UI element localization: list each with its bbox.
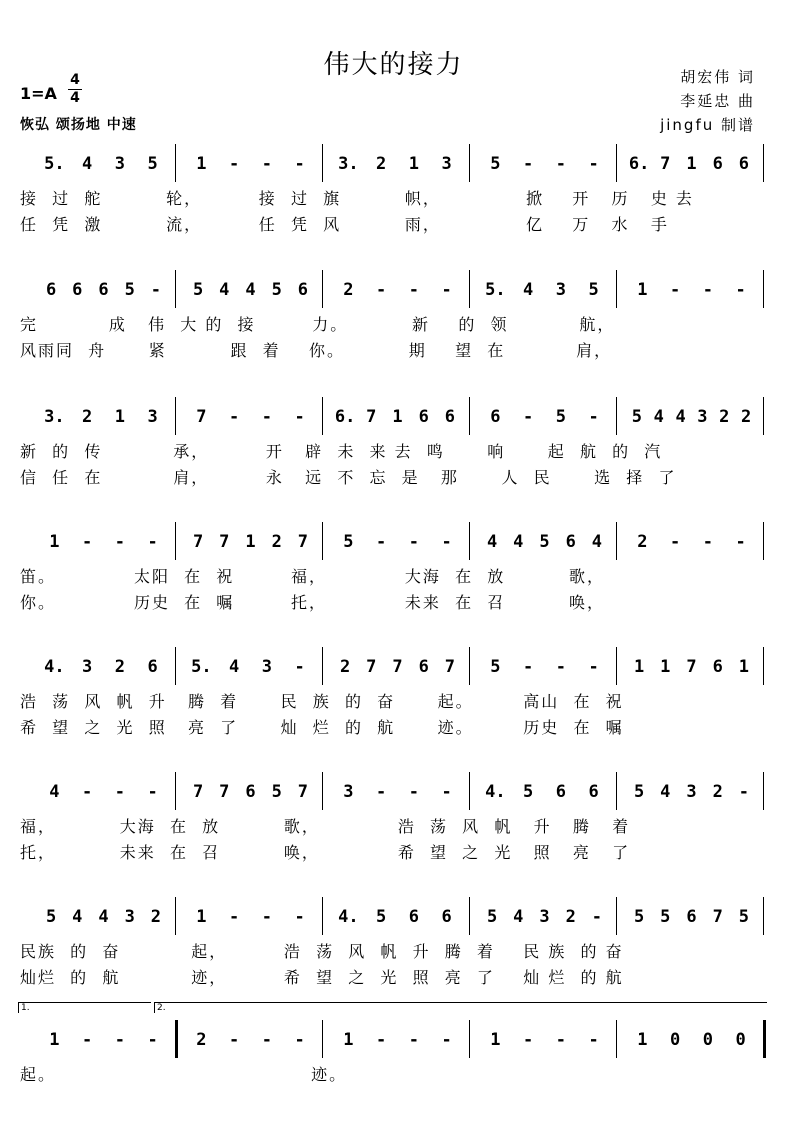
dash-mark: - <box>294 1030 305 1050</box>
note: 7 <box>219 782 230 802</box>
dash-mark: - <box>441 1030 452 1050</box>
dash-mark: - <box>735 532 746 552</box>
lyrics-verse-1: 笛。 太阳 在 祝 福， 大海 在 放 歌， <box>20 567 606 586</box>
barline <box>469 270 470 308</box>
barline <box>175 144 176 182</box>
barline <box>175 522 176 560</box>
dash-mark: - <box>150 280 162 300</box>
barline <box>763 144 764 182</box>
time-signature-top: 4 <box>70 72 80 88</box>
note: 6 <box>297 280 309 300</box>
dash-mark: - <box>229 907 240 927</box>
note: 5 <box>45 907 57 927</box>
staff-system <box>0 645 787 755</box>
note: 7 <box>192 782 204 802</box>
note: 5 <box>147 154 158 174</box>
dash-mark: - <box>376 532 387 552</box>
barline <box>763 522 764 560</box>
note: 5 <box>738 907 750 927</box>
staff-system <box>0 520 787 630</box>
note: 3 <box>147 407 158 427</box>
note: 6 <box>686 907 697 927</box>
dash-mark: - <box>294 407 305 427</box>
lyrics-verse-1: 福， 大海 在 放 歌， 浩 荡 风 帆 升 腾 着 <box>20 817 631 836</box>
barline <box>763 897 764 935</box>
dash-mark: - <box>82 532 93 552</box>
note: 4 <box>82 154 93 174</box>
note: 4 <box>660 782 671 802</box>
note: 2 <box>712 782 723 802</box>
note: 2 <box>637 532 648 552</box>
dash-mark: - <box>229 407 240 427</box>
note: 3 <box>114 154 125 174</box>
notes-row <box>0 520 787 564</box>
dash-mark: - <box>591 907 603 927</box>
lyrics-verse-1: 浩 荡 风 帆 升 腾 着 民 族 的 奋 起。 高山 在 祝 <box>20 692 624 711</box>
note: 5 <box>490 154 501 174</box>
dash-mark: - <box>229 1030 240 1050</box>
note: 1 <box>343 1030 354 1050</box>
note: 6 <box>565 532 576 552</box>
note: 2 <box>150 907 162 927</box>
note: 7 <box>686 657 697 677</box>
note: 7 <box>444 657 456 677</box>
barline <box>322 397 323 435</box>
note: 5 <box>633 782 645 802</box>
note: 5 <box>555 407 566 427</box>
barline <box>469 144 470 182</box>
note: 2 <box>719 407 730 427</box>
barline <box>616 144 617 182</box>
dash-mark: - <box>261 154 272 174</box>
note: 4. <box>485 782 506 802</box>
barline <box>763 1020 766 1058</box>
lyrics-verse-1: 民族 的 奋 起， 浩 荡 风 帆 升 腾 着 民 族 的 奋 <box>20 942 624 961</box>
note: 1 <box>49 1030 60 1050</box>
note: 1 <box>245 532 256 552</box>
staff-system <box>0 770 787 880</box>
barline <box>175 270 176 308</box>
barline <box>616 522 617 560</box>
notes-row <box>0 268 787 312</box>
note: 5 <box>490 657 501 677</box>
barline <box>175 1020 178 1058</box>
note: 1 <box>49 532 60 552</box>
note: 6 <box>147 657 158 677</box>
lyrics-verse-2: 你。 历史 在 嘱 托， 未来 在 召 唤， <box>20 593 606 612</box>
note: 6 <box>418 407 429 427</box>
note: 5 <box>124 280 135 300</box>
note: 6 <box>490 407 501 427</box>
note: 3 <box>261 657 272 677</box>
lyrics-verse-2: 托， 未来 在 召 唤， 希 望 之 光 照 亮 了 <box>20 843 631 862</box>
note: 5 <box>633 907 645 927</box>
barline <box>469 647 470 685</box>
barline <box>763 270 764 308</box>
note: 6. <box>334 407 356 427</box>
dash-mark: - <box>294 657 305 677</box>
note: 0 <box>735 1030 746 1050</box>
note: 1 <box>637 280 648 300</box>
barline <box>175 772 176 810</box>
note: 6 <box>738 154 750 174</box>
note: 6 <box>588 782 599 802</box>
time-signature <box>68 73 82 106</box>
note: 2 <box>343 280 354 300</box>
note: 2 <box>196 1030 207 1050</box>
barline <box>763 397 764 435</box>
dash-mark: - <box>670 280 681 300</box>
barline <box>616 772 617 810</box>
dash-mark: - <box>588 1030 599 1050</box>
composer-credit: 李延忠 曲 <box>680 92 755 110</box>
lyrics-verse-1: 完 成 伟 大 的 接 力。 新 的 领 航， <box>20 315 616 334</box>
note: 5 <box>539 532 550 552</box>
note: 1 <box>196 907 207 927</box>
note: 1 <box>490 1030 501 1050</box>
note: 7 <box>660 154 671 174</box>
staff-system <box>0 142 787 252</box>
barline <box>175 897 176 935</box>
barline <box>616 897 617 935</box>
tempo-marking: 恢弘 颂扬地 中速 <box>20 117 137 133</box>
note: 5 <box>376 907 387 927</box>
barline <box>322 270 323 308</box>
note: 3 <box>82 657 93 677</box>
dash-mark: - <box>82 1030 93 1050</box>
note: 3 <box>555 280 566 300</box>
barline <box>469 397 470 435</box>
dash-mark: - <box>523 154 534 174</box>
dash-mark: - <box>738 782 750 802</box>
dash-mark: - <box>147 532 158 552</box>
dash-mark: - <box>555 1030 566 1050</box>
notes-row <box>0 395 787 439</box>
note: 5 <box>588 280 599 300</box>
note: 5 <box>271 280 282 300</box>
note: 4 <box>513 532 524 552</box>
note: 3 <box>539 907 550 927</box>
note: 3 <box>441 154 452 174</box>
note: 7 <box>712 907 723 927</box>
note: 5 <box>660 907 671 927</box>
dash-mark: - <box>261 407 272 427</box>
notes-row <box>0 770 787 814</box>
dash-mark: - <box>441 532 452 552</box>
dash-mark: - <box>229 154 240 174</box>
note: 4 <box>486 532 498 552</box>
lyrics-verse-1: 新 的 传 承， 开 辟 未 来 去 鸣 响 起 航 的 汽 <box>20 442 663 461</box>
dash-mark: - <box>702 532 713 552</box>
dash-mark: - <box>294 154 305 174</box>
note: 2 <box>376 154 387 174</box>
barline <box>763 647 764 685</box>
note: 4 <box>675 407 686 427</box>
dash-mark: - <box>523 407 534 427</box>
dash-mark: - <box>114 532 125 552</box>
dash-mark: - <box>376 782 387 802</box>
note: 6 <box>45 280 57 300</box>
note: 5 <box>192 280 204 300</box>
note: 4 <box>523 280 534 300</box>
note: 4 <box>229 657 240 677</box>
barline <box>616 647 617 685</box>
dash-mark: - <box>588 407 599 427</box>
time-signature-bottom: 4 <box>70 90 80 106</box>
note: 4 <box>653 407 664 427</box>
dash-mark: - <box>588 154 599 174</box>
note: 6 <box>418 657 429 677</box>
note: 7 <box>366 657 377 677</box>
staff-system <box>0 395 787 505</box>
dash-mark: - <box>147 782 158 802</box>
note: 7 <box>392 657 403 677</box>
dash-mark: - <box>670 532 681 552</box>
note: 1 <box>392 407 403 427</box>
dash-mark: - <box>147 1030 158 1050</box>
note: 4 <box>219 280 230 300</box>
lyrics-verse-2: 希 望 之 光 照 亮 了 灿 烂 的 航 迹。 历史 在 嘱 <box>20 718 624 737</box>
note: 4 <box>513 907 524 927</box>
note: 3 <box>697 407 708 427</box>
notes-row <box>0 645 787 689</box>
dash-mark: - <box>441 280 452 300</box>
note: 2 <box>339 657 351 677</box>
barline <box>322 144 323 182</box>
barline <box>616 397 617 435</box>
barline <box>616 270 617 308</box>
note: 7 <box>366 407 377 427</box>
barline <box>175 647 176 685</box>
lyrics-verse-1: 起。 迹。 <box>20 1065 348 1084</box>
note: 5 <box>343 532 354 552</box>
note: 2 <box>271 532 282 552</box>
note: 6. <box>628 154 650 174</box>
note: 3 <box>343 782 354 802</box>
note: 1 <box>686 154 697 174</box>
note: 0 <box>670 1030 681 1050</box>
note: 2 <box>740 407 752 427</box>
note: 5 <box>523 782 534 802</box>
note: 6 <box>441 907 452 927</box>
note: 0 <box>702 1030 713 1050</box>
dash-mark: - <box>441 782 452 802</box>
note: 1 <box>633 657 645 677</box>
note: 3. <box>44 407 65 427</box>
lyricist-credit: 胡宏伟 词 <box>680 68 755 86</box>
barline <box>322 897 323 935</box>
note: 7 <box>297 532 309 552</box>
dash-mark: - <box>702 280 713 300</box>
dash-mark: - <box>114 782 125 802</box>
note: 4 <box>98 907 109 927</box>
key-signature: 1=A <box>20 84 57 103</box>
barline <box>322 522 323 560</box>
note: 1 <box>408 154 419 174</box>
barline <box>469 522 470 560</box>
notes-row <box>0 142 787 186</box>
lyrics-verse-2: 任 凭 激 流， 任 凭 风 雨， 亿 万 水 手 <box>20 215 669 234</box>
note: 5. <box>191 657 212 677</box>
barline <box>322 647 323 685</box>
note: 6 <box>712 657 723 677</box>
note: 6 <box>712 154 723 174</box>
dash-mark: - <box>376 1030 387 1050</box>
note: 7 <box>297 782 309 802</box>
note: 7 <box>219 532 230 552</box>
note: 7 <box>196 407 207 427</box>
note: 4. <box>44 657 65 677</box>
note: 1 <box>196 154 207 174</box>
dash-mark: - <box>294 907 305 927</box>
note: 3 <box>124 907 135 927</box>
note: 6 <box>72 280 83 300</box>
lyrics-verse-2: 灿烂 的 航 迹， 希 望 之 光 照 亮 了 灿 烂 的 航 <box>20 968 624 987</box>
lyrics-verse-2: 信 任 在 肩， 永 远 不 忘 是 那 人 民 选 择 了 <box>20 468 677 487</box>
note: 6 <box>245 782 256 802</box>
note: 6 <box>98 280 109 300</box>
note: 4 <box>49 782 60 802</box>
dash-mark: - <box>735 280 746 300</box>
note: 5 <box>631 407 643 427</box>
lyrics-verse-2: 风雨同 舟 紧 跟 着 你。 期 望 在 肩， <box>20 341 613 360</box>
note: 1 <box>114 407 125 427</box>
dash-mark: - <box>408 532 419 552</box>
note: 4 <box>72 907 83 927</box>
dash-mark: - <box>523 657 534 677</box>
barline <box>469 897 470 935</box>
dash-mark: - <box>523 1030 534 1050</box>
note: 4 <box>245 280 256 300</box>
note: 1 <box>660 657 671 677</box>
staff-system <box>0 1003 787 1128</box>
transcriber-credit: jingfu 制谱 <box>660 116 755 134</box>
dash-mark: - <box>376 280 387 300</box>
notes-row <box>0 1018 787 1062</box>
note: 5 <box>271 782 282 802</box>
note: 5. <box>485 280 506 300</box>
dash-mark: - <box>555 657 566 677</box>
dash-mark: - <box>261 1030 272 1050</box>
barline <box>469 772 470 810</box>
barline <box>616 1020 617 1058</box>
dash-mark: - <box>82 782 93 802</box>
note: 4 <box>591 532 603 552</box>
dash-mark: - <box>114 1030 125 1050</box>
note: 5. <box>44 154 65 174</box>
staff-system <box>0 895 787 1005</box>
barline <box>322 1020 323 1058</box>
song-title: 伟大的接力 <box>323 50 464 80</box>
lyrics-verse-1: 接 过 舵 轮， 接 过 旗 帜， 掀 开 历 史 去 <box>20 189 694 208</box>
barline <box>763 772 764 810</box>
dash-mark: - <box>408 1030 419 1050</box>
note: 2 <box>114 657 125 677</box>
volta-second-ending: 2. <box>154 1002 767 1013</box>
note: 5 <box>486 907 498 927</box>
note: 4. <box>338 907 359 927</box>
dash-mark: - <box>408 782 419 802</box>
note: 3 <box>686 782 697 802</box>
note: 6 <box>408 907 419 927</box>
note: 7 <box>192 532 204 552</box>
notes-row <box>0 895 787 939</box>
dash-mark: - <box>408 280 419 300</box>
note: 3. <box>338 154 359 174</box>
barline <box>469 1020 470 1058</box>
barline <box>322 772 323 810</box>
staff-system <box>0 268 787 378</box>
volta-first-ending: 1. <box>18 1002 151 1013</box>
note: 2 <box>565 907 576 927</box>
note: 2 <box>82 407 93 427</box>
note: 1 <box>637 1030 648 1050</box>
dash-mark: - <box>555 154 566 174</box>
dash-mark: - <box>261 907 272 927</box>
dash-mark: - <box>588 657 599 677</box>
note: 6 <box>555 782 566 802</box>
note: 1 <box>738 657 750 677</box>
barline <box>175 397 176 435</box>
note: 6 <box>444 407 456 427</box>
